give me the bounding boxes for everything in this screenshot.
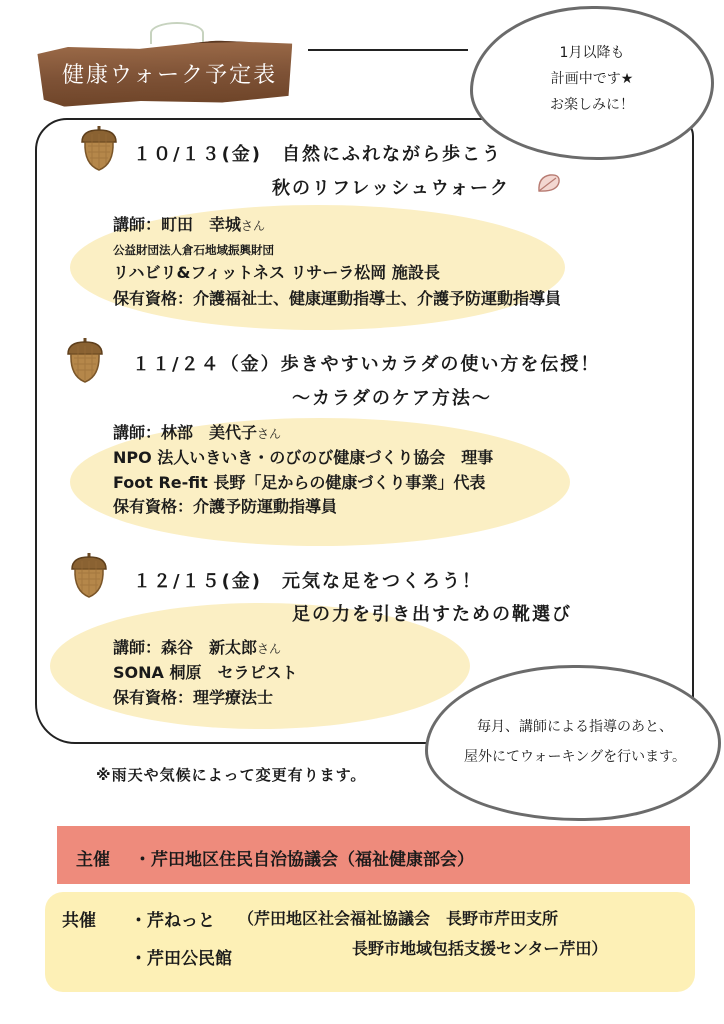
top-bubble-text (512, 40, 672, 118)
honorific: さん (241, 219, 266, 233)
acorn-icon (64, 336, 106, 384)
weather-note: ※雨天や気候によって変更有ります。 (96, 766, 367, 784)
acorn-icon (78, 124, 120, 172)
event-1-title: １０/１３(金) 自然にふれながら歩こう (133, 144, 503, 165)
top-bubble-line: お楽しみに！ (550, 97, 634, 113)
host-label: 主催 (76, 850, 110, 870)
event-2-title: １１/２４（金）歩きやすいカラダの使い方を伝授！ (132, 354, 601, 375)
host-organization: ・芹田地区住民自治協議会（福祉健康部会） (134, 850, 474, 870)
cohost-organization-1-detail: （芹田地区社会福祉協議会 長野市芹田支所 (238, 909, 559, 928)
event-2-org-2: Foot Re-fit 長野「足からの健康づくり事業」代表 (113, 473, 486, 492)
event-2-subtitle: ～カラダのケア方法～ (292, 388, 492, 409)
event-1-org: リハビリ&フィットネス リサーラ松岡 施設長 (113, 263, 440, 282)
event-1-qualification: 保有資格：介護福祉士、健康運動指導士、介護予防運動指導員 (113, 289, 562, 308)
header-rule (308, 49, 468, 51)
cohost-label: 共催 (62, 911, 96, 931)
event-2-org-1: NPO 法人いきいき・のびのび健康づくり協会 理事 (113, 448, 494, 467)
event-3-subtitle: 足の力を引き出すための靴選び (292, 604, 572, 625)
cohost-organization-2: ・芹田公民館 (130, 949, 232, 969)
event-1-lecturer (113, 212, 265, 239)
event-3-lecturer (113, 635, 281, 662)
event-2-lecturer (113, 420, 281, 447)
bottom-bubble-text (450, 712, 700, 772)
honorific: さん (257, 427, 282, 441)
event-3-title: １２/１５(金) 元気な足をつくろう！ (133, 571, 483, 592)
top-bubble-line: 計画中です★ (550, 71, 634, 87)
decorative-arc (150, 22, 204, 44)
lecturer-name: 講師：森谷 新太郎 (113, 638, 258, 657)
cohost-organization-1: ・芹ねっと (130, 911, 215, 931)
event-3-qualification: 保有資格：理学療法士 (113, 688, 274, 707)
honorific: さん (257, 642, 282, 656)
lecturer-name: 講師：町田 幸城 (113, 215, 242, 234)
page-title: 健康ウォーク予定表 (62, 63, 278, 88)
event-1-subtitle: 秋のリフレッシュウォーク (272, 178, 511, 199)
event-2-qualification: 保有資格：介護予防運動指導員 (113, 497, 338, 516)
lecturer-name: 講師：林部 美代子 (113, 423, 258, 442)
acorn-icon (68, 551, 110, 599)
event-3-org: SONA 桐原 セラピスト (113, 663, 298, 682)
bottom-bubble-line: 屋外にてウォーキングを行います。 (464, 749, 686, 765)
cohost-organization-1-detail-2: 長野市地域包括支援センター芹田） (352, 939, 608, 958)
bottom-bubble-line: 毎月、講師による指導のあと、 (477, 719, 673, 735)
leaf-icon (536, 172, 562, 194)
top-bubble-line: 1月以降も (559, 45, 625, 61)
event-1-org-small: 公益財団法人倉石地域振興財団 (113, 243, 274, 257)
